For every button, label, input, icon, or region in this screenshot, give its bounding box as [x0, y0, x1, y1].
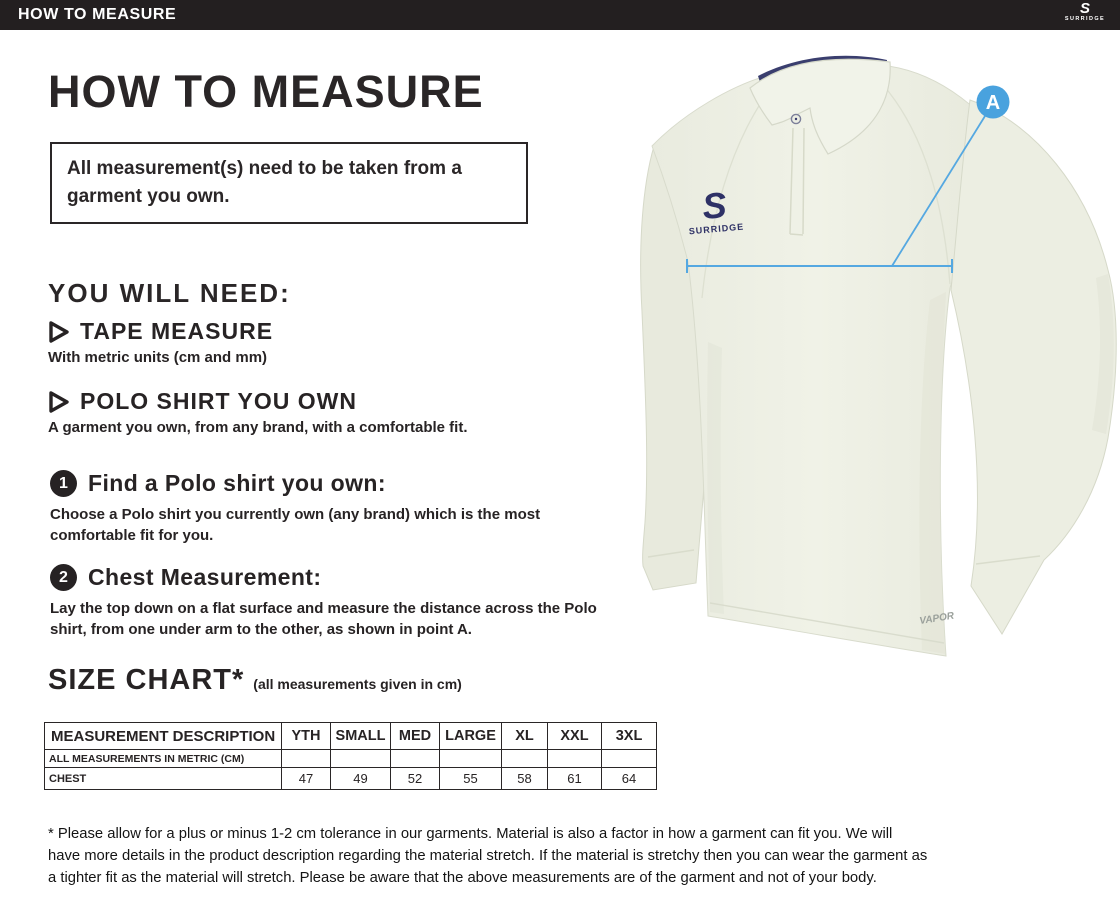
table-cell: 61 [548, 768, 602, 790]
shirt-body [652, 65, 1018, 656]
step-description: Choose a Polo shirt you currently own (any brand) which is the most comfortable fit for you. [50, 506, 541, 544]
tolerance-footnote: * Please allow for a plus or minus 1-2 cm tolerance in our garments. Material is also a factor in how a garment can fit you. We will have more details in the product description regarding the material stretch. If the material is stretchy then you can wear the garment as a tighter fit as the material will stretch. Please be aware that the above measurements are of the garment and not of your body. [48, 825, 928, 886]
table-cell: 64 [602, 768, 657, 790]
surridge-logo [1060, 1, 1110, 23]
table-header-row [45, 723, 657, 750]
table-cell: 49 [331, 768, 391, 790]
table-header-cell: SMALL [331, 723, 391, 750]
chest-logo-text: SURRIDGE [688, 221, 745, 237]
table-cell: 58 [502, 768, 548, 790]
need-item-subtitle: With metric units (cm and mm) [48, 349, 268, 366]
size-chart-table [44, 722, 657, 790]
table-cell [602, 750, 657, 768]
table-row-label: CHEST [45, 768, 282, 790]
step-number-badge: 1 [50, 470, 77, 497]
size-chart-title: SIZE CHART* [48, 664, 245, 696]
shirt-right-sleeve [951, 100, 1116, 634]
need-item-subtitle: A garment you own, from any brand, with a comfortable fit. [48, 419, 468, 436]
table-cell [331, 750, 391, 768]
top-bar [0, 0, 1120, 30]
table-cell [391, 750, 440, 768]
table-cell [440, 750, 502, 768]
top-bar-title: HOW TO MEASURE [18, 6, 177, 23]
step-find-polo [50, 470, 598, 546]
triangle-bullet-icon [48, 320, 70, 344]
table-cell [548, 750, 602, 768]
step-description: Lay the top down on a flat surface and measure the distance across the Polo shirt, from one under arm to the other, as shown in point A. [50, 600, 597, 638]
step-number-badge: 2 [50, 564, 77, 591]
table-header-cell: XL [502, 723, 548, 750]
size-chart-subtitle: (all measurements given in cm) [253, 676, 462, 692]
step-chest-measurement [50, 564, 598, 640]
table-cell: 52 [391, 768, 440, 790]
table-cell: 47 [282, 768, 331, 790]
surridge-logo-text: SURRIDGE [1064, 16, 1106, 22]
product-image-polo-shirt [640, 42, 1120, 752]
table-cell [502, 750, 548, 768]
table-row [45, 768, 657, 790]
step-title: Chest Measurement: [88, 564, 322, 590]
table-row [45, 750, 657, 768]
size-chart-heading-row [48, 664, 462, 697]
need-item-polo-shirt [48, 388, 467, 436]
surridge-logo-icon: S [1079, 0, 1090, 17]
point-a-label: A [985, 92, 1001, 114]
page-title: HOW TO MEASURE [48, 66, 484, 117]
table-row-label: ALL MEASUREMENTS IN METRIC (CM) [45, 750, 282, 768]
hem-label: VAPOR [918, 610, 955, 627]
table-header-cell: MEASUREMENT DESCRIPTION [45, 723, 282, 750]
table-header-cell: MED [391, 723, 440, 750]
chest-logo-mark: S [700, 184, 729, 227]
table-cell [282, 750, 331, 768]
step-title: Find a Polo shirt you own: [88, 470, 386, 496]
table-header-cell: LARGE [440, 723, 502, 750]
triangle-bullet-icon [48, 390, 70, 414]
you-will-need-heading: YOU WILL NEED: [48, 278, 291, 308]
need-item-title: TAPE MEASURE [80, 318, 274, 344]
need-item-title: POLO SHIRT YOU OWN [80, 388, 357, 414]
table-header-cell: 3XL [602, 723, 657, 750]
need-item-tape-measure [48, 318, 273, 366]
table-header-cell: XXL [548, 723, 602, 750]
measurement-note-box: All measurement(s) need to be taken from a garment you own. [50, 142, 528, 224]
polo-shirt-illustration [640, 42, 1120, 752]
table-cell: 55 [440, 768, 502, 790]
table-header-cell: YTH [282, 723, 331, 750]
